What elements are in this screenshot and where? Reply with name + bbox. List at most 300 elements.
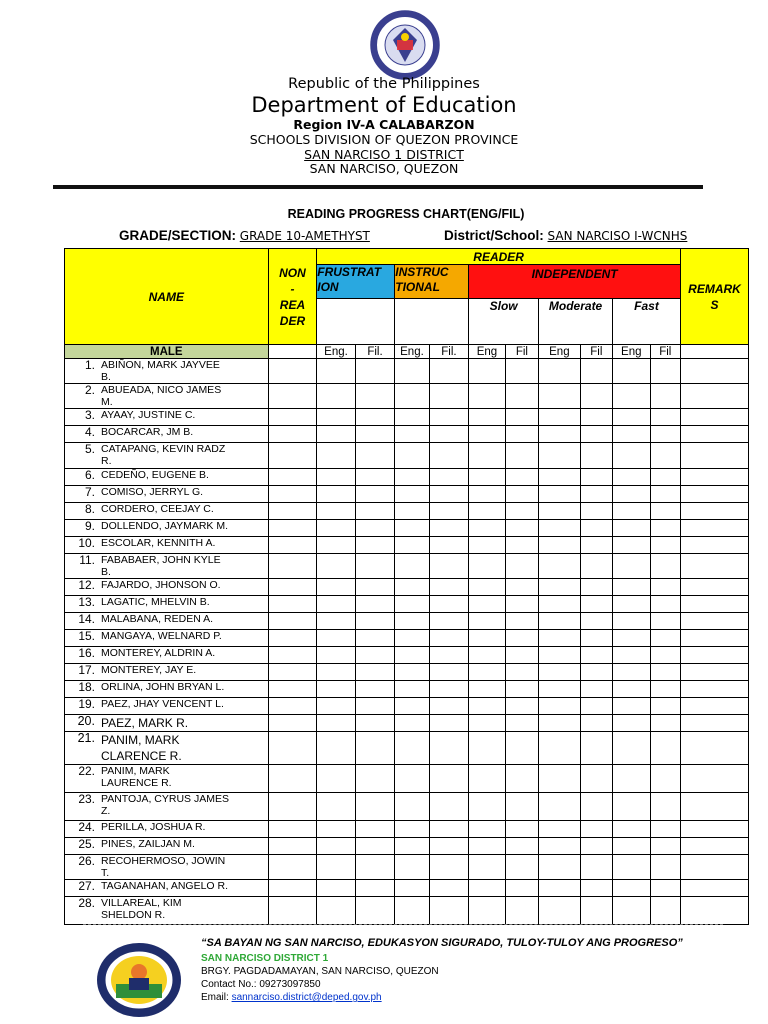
score-cell[interactable] — [395, 384, 429, 409]
score-cell[interactable] — [539, 554, 581, 579]
score-cell[interactable] — [613, 613, 650, 630]
score-cell[interactable] — [580, 698, 612, 715]
score-cell[interactable] — [539, 537, 581, 554]
score-cell[interactable] — [539, 520, 581, 537]
score-cell[interactable] — [395, 554, 429, 579]
score-cell[interactable] — [613, 838, 650, 855]
score-cell[interactable] — [355, 469, 395, 486]
score-cell[interactable] — [539, 698, 581, 715]
score-cell[interactable] — [681, 359, 749, 384]
score-cell[interactable] — [268, 537, 317, 554]
score-cell[interactable] — [395, 359, 429, 384]
score-cell[interactable] — [429, 715, 469, 732]
score-cell[interactable] — [429, 443, 469, 469]
score-cell[interactable] — [650, 897, 681, 925]
score-cell[interactable] — [268, 469, 317, 486]
score-cell[interactable] — [429, 698, 469, 715]
score-cell[interactable] — [429, 664, 469, 681]
score-cell[interactable] — [268, 443, 317, 469]
score-cell[interactable] — [317, 664, 356, 681]
score-cell[interactable] — [317, 630, 356, 647]
score-cell[interactable] — [355, 613, 395, 630]
score-cell[interactable] — [469, 897, 505, 925]
score-cell[interactable] — [355, 426, 395, 443]
score-cell[interactable] — [469, 359, 505, 384]
score-cell[interactable] — [355, 443, 395, 469]
score-cell[interactable] — [650, 821, 681, 838]
score-cell[interactable] — [355, 486, 395, 503]
score-cell[interactable] — [650, 838, 681, 855]
score-cell[interactable] — [505, 793, 538, 821]
score-cell[interactable] — [613, 897, 650, 925]
score-cell[interactable] — [317, 897, 356, 925]
score-cell[interactable] — [580, 765, 612, 793]
score-cell[interactable] — [613, 630, 650, 647]
score-cell[interactable] — [681, 613, 749, 630]
score-cell[interactable] — [317, 469, 356, 486]
score-cell[interactable] — [681, 409, 749, 426]
score-cell[interactable] — [613, 537, 650, 554]
score-cell[interactable] — [355, 359, 395, 384]
score-cell[interactable] — [469, 681, 505, 698]
score-cell[interactable] — [395, 520, 429, 537]
score-cell[interactable] — [613, 554, 650, 579]
score-cell[interactable] — [613, 520, 650, 537]
score-cell[interactable] — [650, 681, 681, 698]
score-cell[interactable] — [505, 554, 538, 579]
score-cell[interactable] — [429, 537, 469, 554]
score-cell[interactable] — [355, 664, 395, 681]
score-cell[interactable] — [317, 443, 356, 469]
score-cell[interactable] — [505, 579, 538, 596]
score-cell[interactable] — [539, 630, 581, 647]
score-cell[interactable] — [613, 793, 650, 821]
score-cell[interactable] — [505, 469, 538, 486]
score-cell[interactable] — [429, 630, 469, 647]
score-cell[interactable] — [681, 880, 749, 897]
score-cell[interactable] — [429, 838, 469, 855]
score-cell[interactable] — [613, 821, 650, 838]
score-cell[interactable] — [580, 520, 612, 537]
score-cell[interactable] — [580, 579, 612, 596]
score-cell[interactable] — [395, 681, 429, 698]
score-cell[interactable] — [317, 765, 356, 793]
score-cell[interactable] — [539, 897, 581, 925]
score-cell[interactable] — [395, 647, 429, 664]
score-cell[interactable] — [355, 793, 395, 821]
score-cell[interactable] — [650, 793, 681, 821]
score-cell[interactable] — [505, 732, 538, 765]
score-cell[interactable] — [268, 359, 317, 384]
score-cell[interactable] — [681, 715, 749, 732]
score-cell[interactable] — [317, 409, 356, 426]
score-cell[interactable] — [613, 486, 650, 503]
score-cell[interactable] — [580, 880, 612, 897]
score-cell[interactable] — [268, 821, 317, 838]
score-cell[interactable] — [650, 732, 681, 765]
score-cell[interactable] — [317, 821, 356, 838]
score-cell[interactable] — [429, 855, 469, 880]
score-cell[interactable] — [650, 596, 681, 613]
score-cell[interactable] — [613, 384, 650, 409]
score-cell[interactable] — [505, 838, 538, 855]
score-cell[interactable] — [681, 855, 749, 880]
score-cell[interactable] — [580, 821, 612, 838]
score-cell[interactable] — [469, 793, 505, 821]
score-cell[interactable] — [539, 855, 581, 880]
score-cell[interactable] — [429, 681, 469, 698]
score-cell[interactable] — [469, 855, 505, 880]
score-cell[interactable] — [539, 579, 581, 596]
score-cell[interactable] — [681, 554, 749, 579]
score-cell[interactable] — [355, 554, 395, 579]
score-cell[interactable] — [580, 596, 612, 613]
score-cell[interactable] — [268, 426, 317, 443]
score-cell[interactable] — [539, 681, 581, 698]
score-cell[interactable] — [650, 855, 681, 880]
score-cell[interactable] — [469, 880, 505, 897]
score-cell[interactable] — [395, 715, 429, 732]
score-cell[interactable] — [613, 855, 650, 880]
score-cell[interactable] — [505, 384, 538, 409]
score-cell[interactable] — [580, 647, 612, 664]
score-cell[interactable] — [650, 359, 681, 384]
score-cell[interactable] — [650, 426, 681, 443]
score-cell[interactable] — [395, 537, 429, 554]
score-cell[interactable] — [469, 698, 505, 715]
score-cell[interactable] — [505, 409, 538, 426]
score-cell[interactable] — [580, 426, 612, 443]
score-cell[interactable] — [317, 880, 356, 897]
score-cell[interactable] — [539, 596, 581, 613]
score-cell[interactable] — [429, 613, 469, 630]
score-cell[interactable] — [317, 715, 356, 732]
score-cell[interactable] — [681, 520, 749, 537]
score-cell[interactable] — [650, 880, 681, 897]
score-cell[interactable] — [505, 698, 538, 715]
score-cell[interactable] — [539, 486, 581, 503]
score-cell[interactable] — [395, 443, 429, 469]
score-cell[interactable] — [268, 897, 317, 925]
score-cell[interactable] — [681, 765, 749, 793]
score-cell[interactable] — [505, 537, 538, 554]
score-cell[interactable] — [469, 613, 505, 630]
score-cell[interactable] — [355, 681, 395, 698]
score-cell[interactable] — [355, 503, 395, 520]
score-cell[interactable] — [469, 765, 505, 793]
score-cell[interactable] — [355, 409, 395, 426]
score-cell[interactable] — [268, 613, 317, 630]
score-cell[interactable] — [395, 821, 429, 838]
score-cell[interactable] — [681, 647, 749, 664]
score-cell[interactable] — [539, 359, 581, 384]
score-cell[interactable] — [681, 838, 749, 855]
score-cell[interactable] — [355, 732, 395, 765]
score-cell[interactable] — [395, 409, 429, 426]
score-cell[interactable] — [650, 664, 681, 681]
score-cell[interactable] — [505, 647, 538, 664]
score-cell[interactable] — [429, 409, 469, 426]
score-cell[interactable] — [355, 647, 395, 664]
score-cell[interactable] — [429, 596, 469, 613]
score-cell[interactable] — [395, 579, 429, 596]
score-cell[interactable] — [469, 838, 505, 855]
score-cell[interactable] — [580, 855, 612, 880]
score-cell[interactable] — [268, 765, 317, 793]
score-cell[interactable] — [681, 732, 749, 765]
score-cell[interactable] — [505, 897, 538, 925]
score-cell[interactable] — [469, 537, 505, 554]
score-cell[interactable] — [268, 880, 317, 897]
score-cell[interactable] — [505, 715, 538, 732]
score-cell[interactable] — [650, 698, 681, 715]
score-cell[interactable] — [268, 503, 317, 520]
score-cell[interactable] — [317, 855, 356, 880]
score-cell[interactable] — [613, 469, 650, 486]
score-cell[interactable] — [681, 537, 749, 554]
score-cell[interactable] — [580, 443, 612, 469]
score-cell[interactable] — [681, 503, 749, 520]
score-cell[interactable] — [539, 664, 581, 681]
score-cell[interactable] — [539, 426, 581, 443]
score-cell[interactable] — [469, 503, 505, 520]
score-cell[interactable] — [505, 880, 538, 897]
score-cell[interactable] — [580, 554, 612, 579]
score-cell[interactable] — [355, 698, 395, 715]
score-cell[interactable] — [355, 880, 395, 897]
score-cell[interactable] — [355, 537, 395, 554]
score-cell[interactable] — [650, 537, 681, 554]
score-cell[interactable] — [355, 384, 395, 409]
score-cell[interactable] — [613, 426, 650, 443]
score-cell[interactable] — [317, 554, 356, 579]
score-cell[interactable] — [681, 630, 749, 647]
score-cell[interactable] — [395, 664, 429, 681]
score-cell[interactable] — [613, 715, 650, 732]
score-cell[interactable] — [317, 732, 356, 765]
score-cell[interactable] — [613, 765, 650, 793]
score-cell[interactable] — [395, 630, 429, 647]
score-cell[interactable] — [613, 359, 650, 384]
score-cell[interactable] — [469, 426, 505, 443]
score-cell[interactable] — [268, 715, 317, 732]
score-cell[interactable] — [681, 384, 749, 409]
score-cell[interactable] — [317, 613, 356, 630]
score-cell[interactable] — [317, 520, 356, 537]
score-cell[interactable] — [580, 503, 612, 520]
score-cell[interactable] — [395, 838, 429, 855]
score-cell[interactable] — [429, 897, 469, 925]
score-cell[interactable] — [317, 793, 356, 821]
score-cell[interactable] — [395, 503, 429, 520]
score-cell[interactable] — [429, 793, 469, 821]
score-cell[interactable] — [429, 765, 469, 793]
score-cell[interactable] — [268, 647, 317, 664]
score-cell[interactable] — [539, 443, 581, 469]
score-cell[interactable] — [539, 765, 581, 793]
score-cell[interactable] — [580, 469, 612, 486]
score-cell[interactable] — [429, 520, 469, 537]
score-cell[interactable] — [505, 520, 538, 537]
score-cell[interactable] — [613, 681, 650, 698]
score-cell[interactable] — [429, 554, 469, 579]
score-cell[interactable] — [681, 664, 749, 681]
score-cell[interactable] — [650, 409, 681, 426]
score-cell[interactable] — [539, 384, 581, 409]
score-cell[interactable] — [268, 698, 317, 715]
score-cell[interactable] — [613, 664, 650, 681]
score-cell[interactable] — [580, 793, 612, 821]
score-cell[interactable] — [681, 426, 749, 443]
score-cell[interactable] — [355, 821, 395, 838]
score-cell[interactable] — [539, 821, 581, 838]
score-cell[interactable] — [429, 732, 469, 765]
score-cell[interactable] — [505, 664, 538, 681]
score-cell[interactable] — [268, 681, 317, 698]
score-cell[interactable] — [580, 681, 612, 698]
score-cell[interactable] — [469, 647, 505, 664]
score-cell[interactable] — [505, 359, 538, 384]
score-cell[interactable] — [650, 503, 681, 520]
score-cell[interactable] — [395, 469, 429, 486]
score-cell[interactable] — [539, 732, 581, 765]
score-cell[interactable] — [429, 359, 469, 384]
score-cell[interactable] — [613, 880, 650, 897]
score-cell[interactable] — [355, 579, 395, 596]
score-cell[interactable] — [613, 579, 650, 596]
score-cell[interactable] — [469, 821, 505, 838]
score-cell[interactable] — [539, 793, 581, 821]
score-cell[interactable] — [613, 647, 650, 664]
score-cell[interactable] — [613, 698, 650, 715]
score-cell[interactable] — [395, 880, 429, 897]
score-cell[interactable] — [580, 359, 612, 384]
score-cell[interactable] — [580, 384, 612, 409]
score-cell[interactable] — [681, 469, 749, 486]
score-cell[interactable] — [469, 664, 505, 681]
score-cell[interactable] — [395, 897, 429, 925]
score-cell[interactable] — [355, 630, 395, 647]
score-cell[interactable] — [681, 793, 749, 821]
score-cell[interactable] — [580, 897, 612, 925]
score-cell[interactable] — [429, 880, 469, 897]
score-cell[interactable] — [317, 503, 356, 520]
score-cell[interactable] — [505, 596, 538, 613]
score-cell[interactable] — [395, 596, 429, 613]
score-cell[interactable] — [355, 715, 395, 732]
score-cell[interactable] — [469, 630, 505, 647]
score-cell[interactable] — [429, 486, 469, 503]
score-cell[interactable] — [355, 765, 395, 793]
score-cell[interactable] — [317, 426, 356, 443]
score-cell[interactable] — [395, 855, 429, 880]
score-cell[interactable] — [650, 554, 681, 579]
score-cell[interactable] — [505, 426, 538, 443]
score-cell[interactable] — [539, 469, 581, 486]
score-cell[interactable] — [505, 613, 538, 630]
score-cell[interactable] — [505, 443, 538, 469]
score-cell[interactable] — [580, 613, 612, 630]
score-cell[interactable] — [469, 554, 505, 579]
score-cell[interactable] — [268, 664, 317, 681]
score-cell[interactable] — [681, 681, 749, 698]
score-cell[interactable] — [317, 384, 356, 409]
score-cell[interactable] — [469, 384, 505, 409]
score-cell[interactable] — [469, 469, 505, 486]
score-cell[interactable] — [650, 630, 681, 647]
score-cell[interactable] — [613, 596, 650, 613]
score-cell[interactable] — [681, 443, 749, 469]
score-cell[interactable] — [580, 537, 612, 554]
score-cell[interactable] — [317, 698, 356, 715]
score-cell[interactable] — [650, 443, 681, 469]
score-cell[interactable] — [395, 426, 429, 443]
score-cell[interactable] — [355, 897, 395, 925]
score-cell[interactable] — [505, 503, 538, 520]
score-cell[interactable] — [650, 520, 681, 537]
score-cell[interactable] — [650, 715, 681, 732]
score-cell[interactable] — [268, 384, 317, 409]
score-cell[interactable] — [650, 647, 681, 664]
score-cell[interactable] — [469, 715, 505, 732]
score-cell[interactable] — [505, 765, 538, 793]
score-cell[interactable] — [469, 486, 505, 503]
score-cell[interactable] — [539, 503, 581, 520]
score-cell[interactable] — [681, 698, 749, 715]
score-cell[interactable] — [613, 443, 650, 469]
score-cell[interactable] — [268, 838, 317, 855]
score-cell[interactable] — [505, 486, 538, 503]
score-cell[interactable] — [395, 793, 429, 821]
score-cell[interactable] — [539, 613, 581, 630]
score-cell[interactable] — [395, 765, 429, 793]
score-cell[interactable] — [429, 384, 469, 409]
score-cell[interactable] — [580, 838, 612, 855]
score-cell[interactable] — [505, 821, 538, 838]
score-cell[interactable] — [268, 855, 317, 880]
score-cell[interactable] — [650, 486, 681, 503]
score-cell[interactable] — [580, 630, 612, 647]
score-cell[interactable] — [539, 647, 581, 664]
score-cell[interactable] — [539, 838, 581, 855]
score-cell[interactable] — [650, 384, 681, 409]
score-cell[interactable] — [355, 520, 395, 537]
score-cell[interactable] — [650, 765, 681, 793]
score-cell[interactable] — [613, 409, 650, 426]
score-cell[interactable] — [317, 537, 356, 554]
score-cell[interactable] — [429, 579, 469, 596]
score-cell[interactable] — [681, 579, 749, 596]
score-cell[interactable] — [429, 821, 469, 838]
score-cell[interactable] — [469, 443, 505, 469]
email-link[interactable]: sannarciso.district@deped.gov.ph — [231, 992, 382, 1003]
score-cell[interactable] — [268, 486, 317, 503]
score-cell[interactable] — [505, 855, 538, 880]
score-cell[interactable] — [268, 793, 317, 821]
score-cell[interactable] — [469, 579, 505, 596]
score-cell[interactable] — [539, 715, 581, 732]
score-cell[interactable] — [650, 469, 681, 486]
score-cell[interactable] — [268, 732, 317, 765]
score-cell[interactable] — [505, 630, 538, 647]
score-cell[interactable] — [268, 554, 317, 579]
score-cell[interactable] — [613, 503, 650, 520]
score-cell[interactable] — [539, 880, 581, 897]
score-cell[interactable] — [613, 732, 650, 765]
score-cell[interactable] — [355, 855, 395, 880]
score-cell[interactable] — [268, 579, 317, 596]
score-cell[interactable] — [395, 698, 429, 715]
